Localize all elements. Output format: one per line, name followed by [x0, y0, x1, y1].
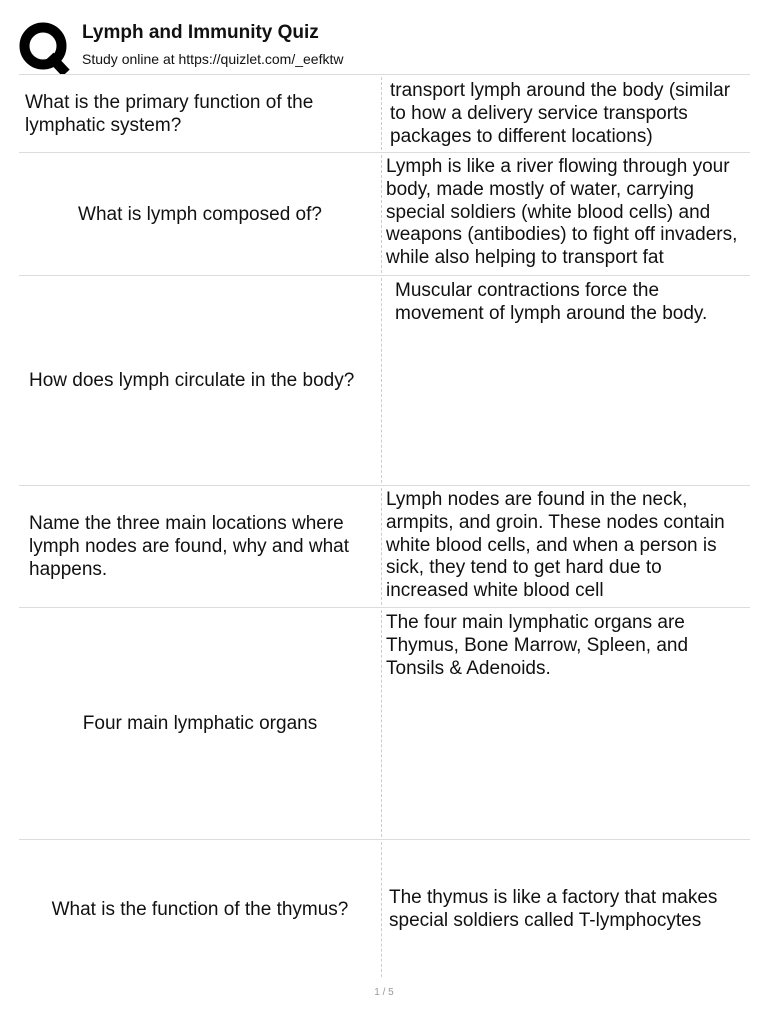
quizlet-logo-icon	[19, 22, 71, 74]
page-number: 1 / 5	[374, 987, 394, 998]
card-divider	[381, 488, 382, 605]
card-term: Four main lymphatic organs	[82, 713, 318, 734]
card-divider	[381, 842, 382, 977]
card-definition: Lymph is like a river flowing through your body, made mostly of water, carrying special soldiers (white blood cells) and weapons (antibodies) to fight off invaders, while also helping to transport fat	[386, 156, 738, 269]
card-definition: transport lymph around the body (similar to how a delivery service transports packages to different locations)	[390, 80, 731, 147]
flashcard-row	[19, 74, 750, 152]
flashcard-row	[19, 485, 750, 607]
card-divider	[381, 155, 382, 273]
card-divider	[381, 77, 382, 150]
flashcard-row	[19, 839, 750, 979]
card-term: Name the three main locations where lymph nodes are found, why and what happens.	[29, 513, 350, 580]
card-term: What is the primary function of the lymphatic system?	[25, 91, 314, 136]
card-term: What is lymph composed of?	[78, 203, 322, 225]
document-title: Lymph and Immunity Quiz	[82, 22, 319, 43]
study-online-link[interactable]: Study online at https://quizlet.com/_eefktw	[82, 51, 344, 67]
card-definition: The thymus is like a factory that makes special soldiers called T-lymphocytes	[389, 886, 718, 931]
card-divider	[381, 278, 382, 483]
flashcard-row	[19, 607, 750, 839]
card-definition: Lymph nodes are found in the neck, armpits, and groin. These nodes contain white blood cells, and when a person is sick, they tend to get hard due to increased white blood cell	[386, 489, 725, 602]
card-definition: The four main lymphatic organs are Thymus, Bone Marrow, Spleen, and Tonsils & Adenoids.	[386, 612, 689, 679]
flashcard-row	[19, 152, 750, 275]
card-divider	[381, 610, 382, 837]
page-header	[0, 0, 768, 74]
card-definition: Muscular contractions force the movement of lymph around the body.	[395, 280, 708, 324]
card-term: What is the function of the thymus?	[51, 899, 349, 920]
card-term: How does lymph circulate in the body?	[29, 370, 355, 391]
flashcard-row	[19, 275, 750, 485]
